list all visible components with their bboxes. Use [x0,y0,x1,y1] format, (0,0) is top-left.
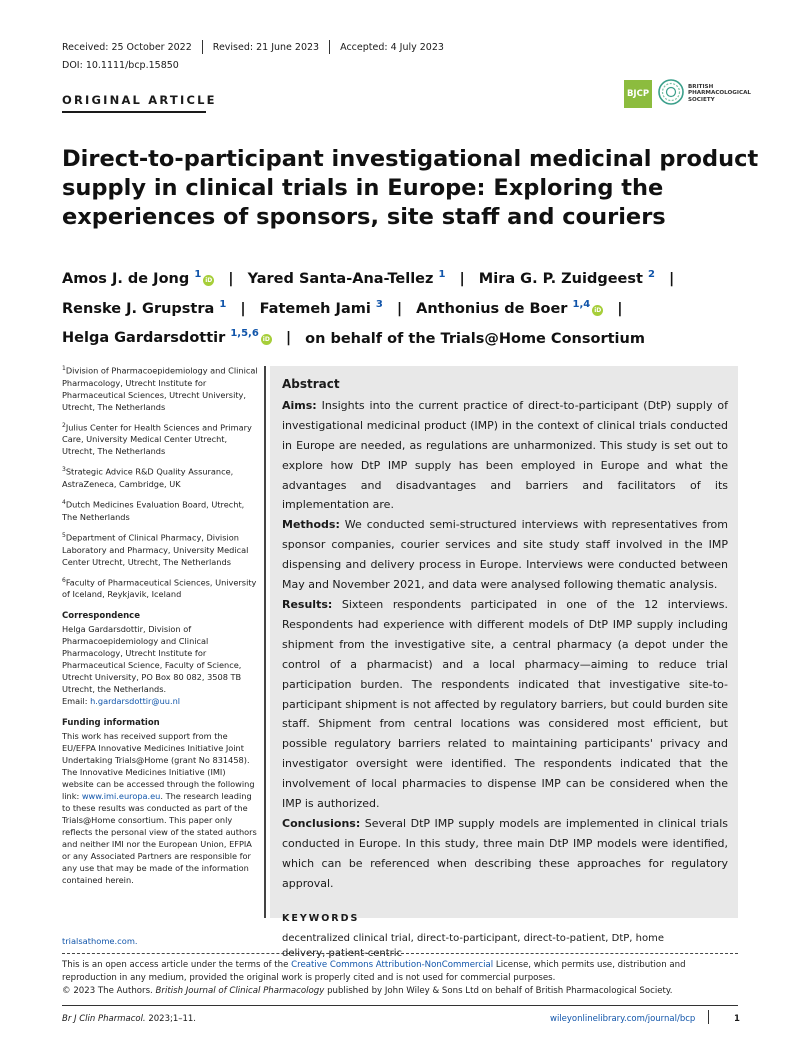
society-name [688,84,751,103]
divider [329,40,330,54]
author[interactable] [62,330,272,346]
article-dates [62,40,444,54]
correspondence-heading: Correspondence [62,611,140,622]
separator: | [669,270,675,287]
author[interactable] [416,298,603,317]
author-name: Mira G. P. Zuidgeest [478,270,643,287]
dashed-divider [62,953,738,954]
abstract-methods: Methods: We conducted semi-structured interviews with representatives from sponsor companies, courier services and site study staff involved in the IMP dispensing and delivery process in Europe. Interviews were conducted between May and November 2021, and data were analysed following thematic analysis. [282,518,728,592]
author-name: Renske J. Grupstra [62,300,215,317]
affiliation: $^2$Julius Center for Health Sciences and Primary Care, University Medical Center Utrecht, Utrecht, The Netherlands [62,421,252,457]
affiliation-ref: 2 [648,269,655,280]
article-type-underline [62,111,206,113]
affiliation: $^4$Dutch Medicines Evaluation Board, Utrecht, The Netherlands [62,499,245,522]
society-line: SOCIETY [688,96,715,103]
abstract-heading: Abstract [282,377,340,391]
affiliation: $^5$Department of Clinical Pharmacy, Division Laboratory and Pharmacy, University Medical Center Utrecht, Utrecht, The Netherlands [62,531,249,567]
received-date: Received: 25 October 2022 [62,41,192,53]
orcid-icon[interactable]: iD [262,336,270,344]
affiliation-ref: 1 [219,298,227,310]
author-name: Helga Gardarsdottir [62,330,226,347]
orcid-icon[interactable]: iD [594,306,602,314]
affiliation: $^1$Division of Pharmacoepidemiology and Clinical Pharmacology, Utrecht Institute for Pharmaceutical Sciences, Utrecht University, Utrecht, The Netherlands [62,365,258,412]
separator: | [396,300,403,317]
abstract-box [270,366,738,960]
affiliation-ref: 1,4 [572,298,591,310]
funding-heading: Funding information [62,718,160,729]
citation: Br J Clin Pharmacol. 2023;1–11. [62,1014,197,1024]
society-line: BRITISH [688,84,714,90]
author[interactable] [259,298,383,317]
page-number: 1 [734,1014,740,1024]
funding-text: This work has received support from the EU/EFPA Innovative Medicines Initiative Joint Undertaking Trials@Home (grant No 831458). The Innovative Medicines Initiative (IMI) website can be accessed through the following link: www.imi.europa.eu. The research leading to these results was conducted as part of the Trials@Home consortium. This paper only reflects the personal view of the stated authors and neither IMI nor the European Union, EFPIA or any Associated Partners are responsible for any use that may be made of the information contained herein. [62,731,257,886]
abstract-results: Results: Sixteen respondents participated in one of the 12 interviews. Respondents had experience with different models of DtP IMP supply including shipment from the investigative site, a central pharmacy (a depot under the control of a pharmacist) and a local pharmacy—aiming to reduce trial participation burden. The respondents indicated that investigative site-to-participant shipment is not affected by regulatory barriers, but could burden site staff. Shipment from central locations was considered most efficient, but possible regulatory barriers related to maintaining participants' privacy and investigator oversight were identified. The respondents indicated that the involvement of local pharmacies to dispense IMP can be considered when the IMP is authorized. [282,597,728,811]
author[interactable] [62,298,227,317]
separator: | [617,300,623,317]
affiliation-ref: 3 [375,298,383,310]
keywords: decentralized clinical trial, direct-to-participant, direct-to-patient, DtP, home delivery, patient-centric [282,933,664,960]
imi-link[interactable]: www.imi.europa.eu [81,791,161,802]
email-link[interactable]: h.gardarsdottir@uu.nl [90,696,181,707]
society-seal-icon [658,79,684,105]
abstract-conclusions: Conclusions: Several DtP IMP supply models are implemented in clinical trials conducted in Europe. In this study, three main DtP IMP models were identified, which can be referenced when describing these approaches for regulatory approval. [282,816,728,890]
affiliation-ref: 1 [438,269,446,280]
keywords-heading: KEYWORDS [282,912,360,924]
license-text: This is an open access article under the terms of the Creative Commons Attribution-NonCommercial License, which permits use, distribution and reproduction in any medium, provided the original work is properly cited and is not used for commercial purposes. © 2023 The Authors. British Journal of Clinical Pharmacology published by John Wiley & Sons Ltd on behalf of British Pharmacological Society. [62,960,686,996]
society-line: PHARMACOLOGICAL [688,90,751,97]
separator: | [240,300,246,317]
abstract-rule [264,366,266,918]
author-name: Yared Santa-Ana-Tellez [247,270,434,287]
consortium [305,330,645,346]
author[interactable] [248,271,446,287]
author-list [62,262,762,351]
abstract-aims: Aims: Insights into the current practice of direct-to-participant (DtP) supply of investigational medicinal product (IMP) in the context of clinical trials conducted in Europe are needed, as regulations are unharmonized. This study is set out to explore how DtP IMP supply has been employed in Europe and what the advantages and disadvantages and barriers and facilitators of its implementation are. [282,398,728,512]
revised-date: Revised: 21 June 2023 [212,41,320,53]
author-name: Fatemeh Jami [259,300,371,317]
license-link[interactable]: Creative Commons Attribution-NonCommercial [291,960,494,970]
footer-rule [62,1005,738,1006]
separator: | [228,270,234,287]
author[interactable] [479,271,655,287]
separator: | [285,330,292,347]
author-name: on behalf of the Trials@Home Consortium [305,330,645,347]
affiliation-ref: 1,5,6 [230,328,259,340]
divider [202,40,203,54]
affiliation: $^6$Faculty of Pharmaceutical Sciences, University of Iceland, Reykjavik, Iceland [62,576,257,600]
article-title: Direct-to-participant investigational medicinal product supply in clinical trials in Europe: Exploring the experiences of sponsors, site staff and couriers [62,146,759,230]
affiliations-column [62,363,258,893]
author-name: Anthonius de Boer [416,300,568,317]
footer-divider [708,1010,709,1024]
doi[interactable]: DOI: 10.1111/bcp.15850 [62,60,179,71]
author[interactable] [62,271,214,287]
affiliation: $^3$Strategic Advice R&D Quality Assurance, AstraZeneca, Cambridge, UK [62,466,234,490]
affiliation-ref: 1 [194,269,202,280]
journal-name: British Journal of Clinical Pharmacology [155,986,325,996]
bjcp-logo: BJCP [624,80,652,108]
orcid-icon[interactable]: iD [205,276,213,284]
article-type: ORIGINAL ARTICLE [62,93,217,107]
accepted-date: Accepted: 4 July 2023 [340,41,444,53]
separator: | [459,270,465,287]
journal-url[interactable]: wileyonlinelibrary.com/journal/bcp [550,1014,696,1024]
trials-link[interactable]: trialsathome.com. [62,936,138,946]
author-name: Amos J. de Jong [62,270,190,287]
correspondence-text: Helga Gardarsdottir, Division of Pharmacoepidemiology and Clinical Pharmacology, Utrecht Institute for Pharmaceutical Science, Faculty of Science, Utrecht University, PO Box 80 082, 3508 TB Utrecht, the Netherlands. Email: h.gardarsdottir@uu.nl [62,624,242,707]
